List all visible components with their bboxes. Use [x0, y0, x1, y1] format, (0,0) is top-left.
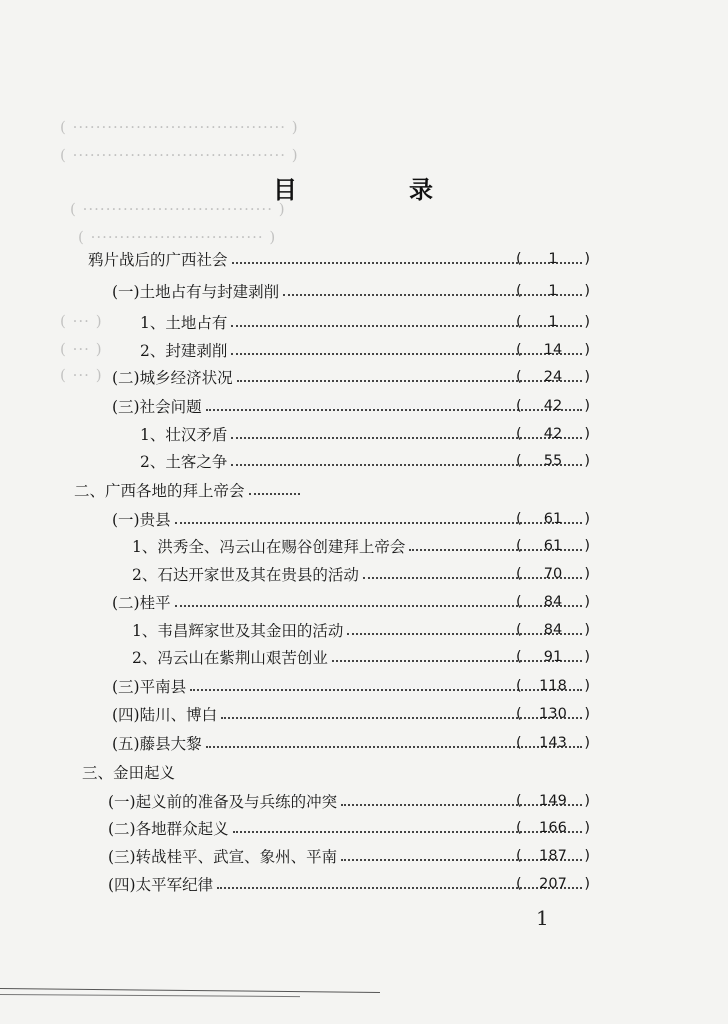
- bleed-through-mark: ( ······························ ): [78, 228, 277, 246]
- bleed-through-mark: ( ··· ): [60, 366, 103, 384]
- page-number: 1: [536, 906, 549, 930]
- toc-page: ( 118 ): [516, 678, 590, 694]
- scan-edge-line: [0, 994, 300, 997]
- toc-page-number: 187: [539, 848, 567, 864]
- toc-entry: [112, 364, 586, 390]
- toc-page: ( 1 ): [516, 251, 590, 267]
- toc-page: ( 61 ): [516, 538, 590, 554]
- toc-entry-text: 2、土客之争: [140, 453, 228, 471]
- toc-page: ( 70 ): [516, 566, 590, 582]
- toc-page-number: 1: [548, 283, 558, 299]
- toc-page-number: 91: [543, 649, 563, 665]
- toc-entry-text: (二)各地群众起义: [108, 820, 229, 838]
- toc-entry-text: 1、土地占有: [140, 314, 228, 332]
- toc-page: ( 84 ): [516, 594, 590, 610]
- toc-entry-text: 2、冯云山在紫荆山艰苦创业: [132, 649, 328, 667]
- toc-page: ( 143 ): [516, 735, 590, 751]
- toc-page-number: 118: [539, 678, 567, 694]
- toc-entry-text: 1、壮汉矛盾: [140, 426, 228, 444]
- toc-page-number: 55: [543, 453, 563, 469]
- toc-entry: [108, 871, 586, 897]
- toc-page-number: 14: [543, 342, 563, 358]
- toc-page: ( 207 ): [516, 876, 590, 892]
- toc-entry: [108, 843, 586, 869]
- toc-page-number: 84: [543, 622, 563, 638]
- toc-page-number: 42: [543, 426, 563, 442]
- toc-entry: [112, 589, 586, 615]
- toc-entry: [108, 788, 586, 814]
- toc-page: ( 42 ): [516, 398, 590, 414]
- toc-entry-text: 2、石达开家世及其在贵县的活动: [132, 566, 359, 584]
- toc-page-number: 130: [539, 706, 567, 722]
- toc-entry-text: (二)城乡经济状况: [112, 369, 233, 387]
- toc-page-number: 1: [548, 314, 558, 330]
- toc-entry-text: 2、封建剥削: [140, 342, 228, 360]
- toc-page-number: 61: [543, 538, 563, 554]
- toc-entry: [82, 759, 176, 785]
- toc-page: ( 84 ): [516, 622, 590, 638]
- toc-page: ( 61 ): [516, 511, 590, 527]
- toc-entry-text: (三)平南县: [112, 678, 187, 696]
- toc-entry-text: (一)土地占有与封建剥削: [112, 283, 280, 301]
- toc-page: ( 14 ): [516, 342, 590, 358]
- toc-entry-text: 1、洪秀全、冯云山在赐谷创建拜上帝会: [132, 538, 406, 556]
- toc-entry: [108, 815, 586, 841]
- toc-entry-text: 二、广西各地的拜上帝会: [74, 482, 245, 500]
- toc-entry-text: (一)起义前的准备及与兵练的冲突: [108, 793, 338, 811]
- toc-entry-text: (四)太平军纪律: [108, 876, 214, 894]
- toc-entry: [74, 477, 304, 503]
- toc-page-number: 24: [543, 369, 563, 385]
- toc-page: ( 42 ): [516, 426, 590, 442]
- toc-page-number: 207: [539, 876, 567, 892]
- toc-page: ( 1 ): [516, 314, 590, 330]
- scan-edge-line: [0, 988, 380, 993]
- bleed-through-mark: ( ································· ): [70, 200, 286, 218]
- toc-entry-text: 鸦片战后的广西社会: [88, 251, 228, 269]
- toc-entry: [112, 701, 586, 727]
- toc-entry-text: (三)转战桂平、武宣、象州、平南: [108, 848, 338, 866]
- toc-page: ( 166 ): [516, 820, 590, 836]
- toc-page: ( 1 ): [516, 283, 590, 299]
- toc-entry: [112, 506, 586, 532]
- toc-entry: [112, 730, 586, 756]
- toc-entry: [112, 393, 586, 419]
- toc-entry-text: (二)桂平: [112, 594, 171, 612]
- toc-page: ( 149 ): [516, 793, 590, 809]
- bleed-through-mark: ( ····································· ): [60, 146, 299, 164]
- toc-page-number: 84: [543, 594, 563, 610]
- toc-page-number: 143: [539, 735, 567, 751]
- toc-page-number: 70: [543, 566, 563, 582]
- toc-page-number: 42: [543, 398, 563, 414]
- toc-entry-text: (一)贵县: [112, 511, 171, 529]
- toc-page-number: 61: [543, 511, 563, 527]
- bleed-through-mark: ( ··· ): [60, 312, 103, 330]
- toc-entry-text: (五)藤县大黎: [112, 735, 202, 753]
- leader-dots: [249, 493, 300, 495]
- toc-entry-text: 1、韦昌辉家世及其金田的活动: [132, 622, 344, 640]
- toc-entry: [112, 278, 586, 304]
- toc-page-number: 1: [548, 251, 558, 267]
- toc-entry: [112, 673, 586, 699]
- toc-page: ( 55 ): [516, 453, 590, 469]
- bleed-through-mark: ( ··· ): [60, 340, 103, 358]
- toc-entry: [88, 246, 586, 272]
- toc-page: ( 187 ): [516, 848, 590, 864]
- toc-page: ( 24 ): [516, 369, 590, 385]
- toc-page-number: 166: [539, 820, 567, 836]
- toc-page-number: 149: [539, 793, 567, 809]
- bleed-through-mark: ( ····································· ): [60, 118, 299, 136]
- page-title: 目 录: [273, 176, 477, 204]
- toc-entry-text: 三、金田起义: [82, 764, 176, 782]
- toc-entry-text: (四)陆川、博白: [112, 706, 218, 724]
- toc-page: ( 130 ): [516, 706, 590, 722]
- toc-page: ( 91 ): [516, 649, 590, 665]
- toc-entry-text: (三)社会问题: [112, 398, 202, 416]
